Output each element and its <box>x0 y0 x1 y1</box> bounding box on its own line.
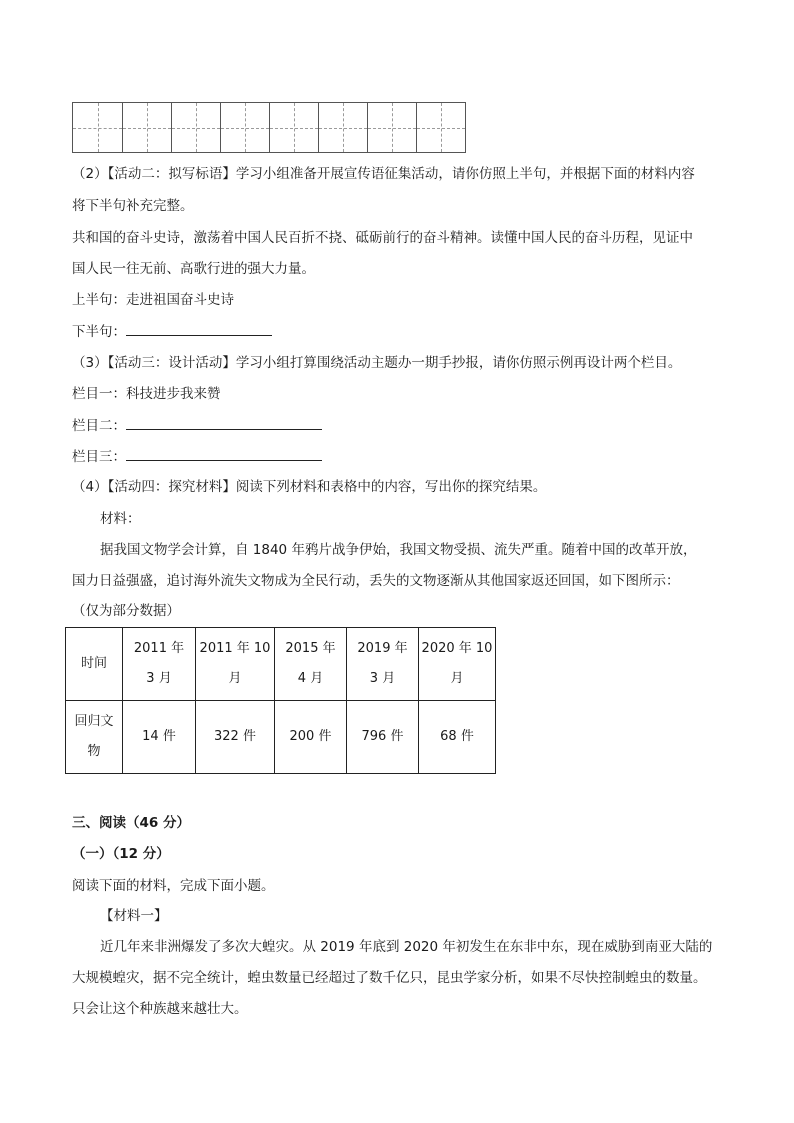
table-row <box>66 701 496 774</box>
table-header-returned-relics: 回归文 物 <box>66 701 123 774</box>
section-three-sub: （一）（12 分） <box>72 846 170 862</box>
table-cell-count: 796 件 <box>347 701 419 774</box>
grid-cell[interactable] <box>318 103 367 152</box>
q2-lower-half <box>72 321 272 342</box>
grid-cell[interactable] <box>122 103 171 152</box>
section-three-title: 三、阅读（46 分） <box>72 815 190 831</box>
writing-grid[interactable] <box>72 102 466 153</box>
table-cell-time: 2019 年 3 月 <box>347 628 419 701</box>
q2-lower-label: 下半句： <box>72 324 126 340</box>
q4-note: （仅为部分数据） <box>72 603 180 619</box>
q3-column-1: 栏目一：科技进步我来赞 <box>72 386 221 402</box>
grid-cell[interactable] <box>171 103 220 152</box>
q3-column-3-label: 栏目三： <box>72 449 126 465</box>
q2-material-line1: 共和国的奋斗史诗，激荡着中国人民百折不挠、砥砺前行的奋斗精神。读懂中国人民的奋斗历程，见证中 <box>72 230 693 246</box>
material-one-label: 【材料一】 <box>100 908 168 924</box>
table-header-time: 时间 <box>66 628 123 701</box>
q4-prompt: （4）【活动四：探究材料】阅读下列材料和表格中的内容，写出你的探究结果。 <box>72 479 547 495</box>
q3-column-3-blank[interactable] <box>126 446 322 461</box>
q2-material-line2: 国人民一往无前、高歌行进的强大力量。 <box>72 261 315 277</box>
table-row <box>66 628 496 701</box>
table-cell-time: 2011 年 3 月 <box>123 628 196 701</box>
table-cell-time: 2020 年 10 月 <box>419 628 496 701</box>
section-three-intro: 阅读下面的材料，完成下面小题。 <box>72 878 275 894</box>
q3-column-3 <box>72 446 322 467</box>
grid-cell[interactable] <box>73 103 122 152</box>
table-cell-count: 14 件 <box>123 701 196 774</box>
grid-cell[interactable] <box>220 103 269 152</box>
table-cell-count: 68 件 <box>419 701 496 774</box>
material-one-line3: 只会让这个种族越来越壮大。 <box>72 1001 248 1017</box>
q4-paragraph-line1: 据我国文物学会计算，自 1840 年鸦片战争伊始，我国文物受损、流失严重。随着中国的改革开放， <box>100 542 697 558</box>
q2-prompt-line2: 将下半句补充完整。 <box>72 198 194 214</box>
material-one-line2: 大规模蝗灾，据不完全统计，蝗虫数量已经超过了数千亿只，昆虫学家分析，如果不尽快控制蝗虫的数量。 <box>72 970 707 986</box>
q3-column-2-blank[interactable] <box>126 415 322 430</box>
q3-column-2-label: 栏目二： <box>72 418 126 434</box>
q4-paragraph-line2: 国力日益强盛，追讨海外流失文物成为全民行动，丢失的文物逐渐从其他国家返还回国，如下图所示： <box>72 573 680 589</box>
grid-cell[interactable] <box>367 103 416 152</box>
q3-column-2 <box>72 415 322 436</box>
q2-lower-blank[interactable] <box>126 321 272 336</box>
grid-cell[interactable] <box>416 103 465 152</box>
table-cell-count: 322 件 <box>196 701 275 774</box>
q2-prompt-line1: （2）【活动二：拟写标语】学习小组准备开展宣传语征集活动，请你仿照上半句，并根据下面的材料内容 <box>72 166 695 182</box>
cultural-relics-table <box>65 627 496 774</box>
q4-material-label: 材料： <box>100 511 141 527</box>
table-cell-time: 2011 年 10 月 <box>196 628 275 701</box>
q2-upper-half: 上半句：走进祖国奋斗史诗 <box>72 292 234 308</box>
table-cell-count: 200 件 <box>275 701 347 774</box>
table-cell-time: 2015 年 4 月 <box>275 628 347 701</box>
q3-prompt: （3）【活动三：设计活动】学习小组打算围绕活动主题办一期手抄报，请你仿照示例再设计两个栏目。 <box>72 355 682 371</box>
grid-cell[interactable] <box>269 103 318 152</box>
material-one-line1: 近几年来非洲爆发了多次大蝗灾。从 2019 年底到 2020 年初发生在东非中东，现在威胁到南亚大陆的 <box>100 939 713 955</box>
